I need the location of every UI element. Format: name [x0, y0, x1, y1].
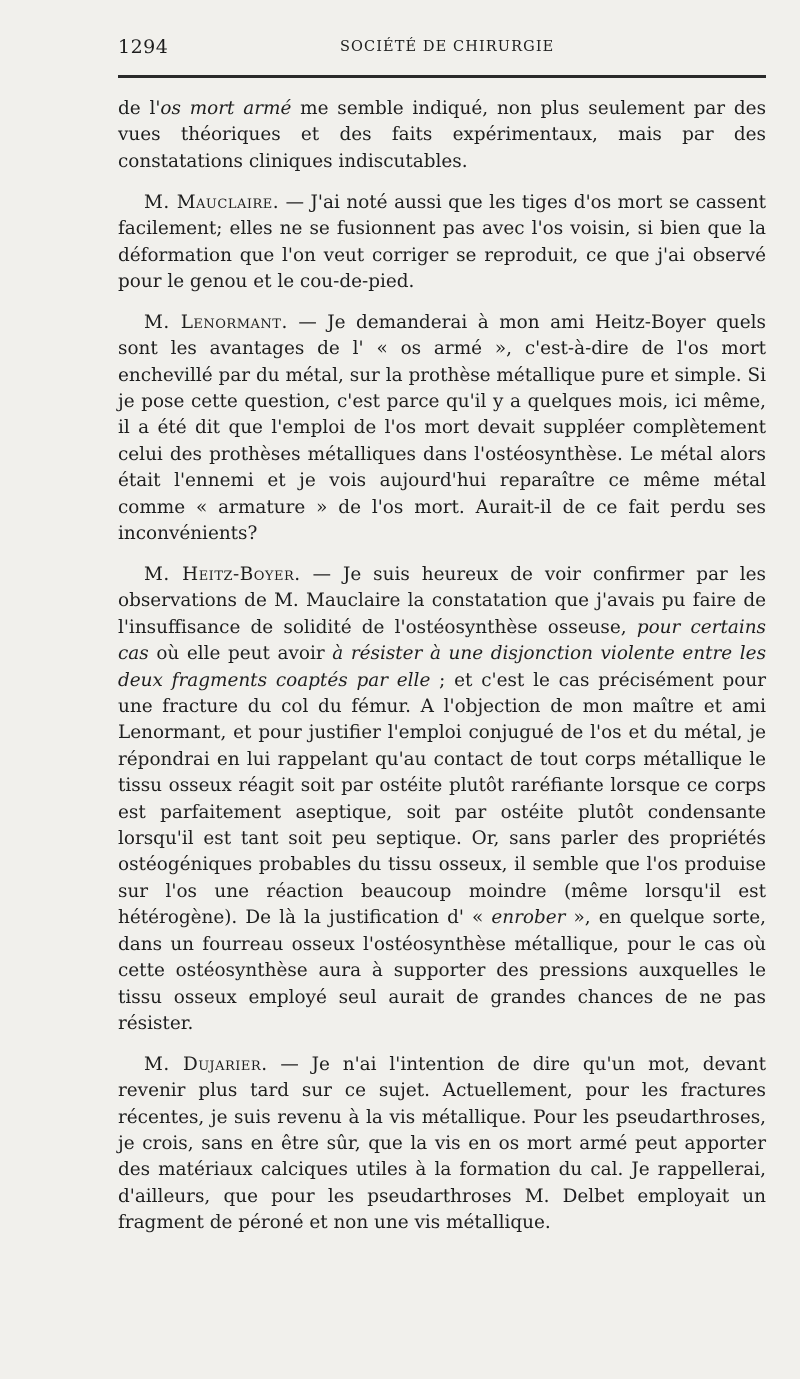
speaker-name: M. Lenormant. — [144, 311, 288, 333]
paragraph-dujarier — [118, 1052, 766, 1237]
text-run: », en quelque sorte, dans un fourreau osseux l'ostéosynthèse métallique, pour le cas où cette ostéosynthèse aura à supporter des pressions auxquelles le tissu osseux employé seul aurait de grandes chances de ne pas résister. — [118, 907, 766, 1034]
text-run: où elle peut avoir — [148, 643, 333, 665]
speaker-name: M. Mauclaire. — [144, 191, 280, 213]
paragraph-continuation — [118, 96, 766, 175]
text-run: me semble indiqué, non plus seulement par des vues théoriques et des faits expérimentaux, mais par des constatations cliniques indiscutables. — [118, 98, 767, 172]
italic-run: os mort armé — [160, 98, 292, 119]
italic-run: pour certains cas — [118, 616, 766, 665]
text-run: de l' — [118, 98, 161, 119]
page-header — [118, 36, 766, 64]
article-body — [118, 96, 766, 1237]
italic-run: à résister à une disjonction violente entre les deux fragments coaptés par elle — [118, 643, 767, 691]
paragraph-lenormant — [118, 310, 766, 548]
speaker-name: M. Heitz-Boyer. — [144, 564, 301, 585]
text-run: — J'ai noté aussi que les tiges d'os mort se cassent facilement; elles ne se fusionnent pas avec l'os voisin, si bien que la déformation que l'on veut corriger se reproduit, ce que j'ai observé pour le genou et le cou-de-pied. — [118, 191, 766, 292]
speaker-name: M. Dujarier. — [144, 1053, 268, 1075]
text-run: — Je n'ai l'intention de dire qu'un mot, devant revenir plus tard sur ce sujet. Actuellement, pour les fractures récentes, je suis revenu à la vis métallique. Pour les pseudarthroses, je crois, sans en être sûr, que la vis en os mort armé peut apporter des matériaux calciques utiles à la formation du cal. Je rappellerai, d'ailleurs, que pour les pseudarthroses M. Delbet employait un fragment de péroné et non une vis métallique. — [118, 1053, 766, 1234]
paragraph-heitz-boyer — [118, 562, 766, 1037]
text-run: — Je suis heureux de voir confirmer par les observations de M. Mauclaire la constatation que j'avais pu faire de l'insuffisance de solidité de l'ostéosynthèse osseuse, — [118, 564, 766, 638]
paragraph-mauclaire — [118, 190, 766, 296]
italic-run: enrober — [491, 907, 566, 929]
text-run: — Je demanderai à mon ami Heitz-Boyer quels sont les avantages de l' « os armé », c'est-à-dire de l'os mort enchevillé par du métal, sur la prothèse métallique pure et simple. Si je pose cette question, c'est parce qu'il y a quelques mois, ici même, il a été dit que l'emploi de l'os mort devait suppléer complètement celui des prothèses métalliques dans l'ostéosynthèse. Le métal alors était l'ennemi et je vois aujourd'hui reparaître ce même métal comme « armature » de l'os mort. Aurait-il de ce fait perdu ses inconvénients? — [118, 311, 766, 545]
running-title: SOCIÉTÉ DE CHIRURGIE — [340, 39, 555, 55]
page-number: 1294 — [118, 36, 169, 58]
text-run: ; et c'est le cas précisément pour une fracture du col du fémur. A l'objection de mon maître et ami Lenormant, et pour justifier l'emploi conjugué de l'os et du métal, je répondrai en lui rappelant qu'au contact de tout corps métallique le tissu osseux réagit soit par ostéite plutôt raréfiante lorsque ce corps est parfaitement aseptique, soit par ostéite plutôt condensante lorsqu'il est tant soit peu septique. Or, sans parler des propriétés ostéogéniques probables du tissu osseux, il semble que l'os produise sur l'os une réaction beaucoup moindre (même lorsqu'il est hétérogène). De là la justification d' « — [118, 669, 766, 929]
header-rule — [118, 75, 766, 78]
